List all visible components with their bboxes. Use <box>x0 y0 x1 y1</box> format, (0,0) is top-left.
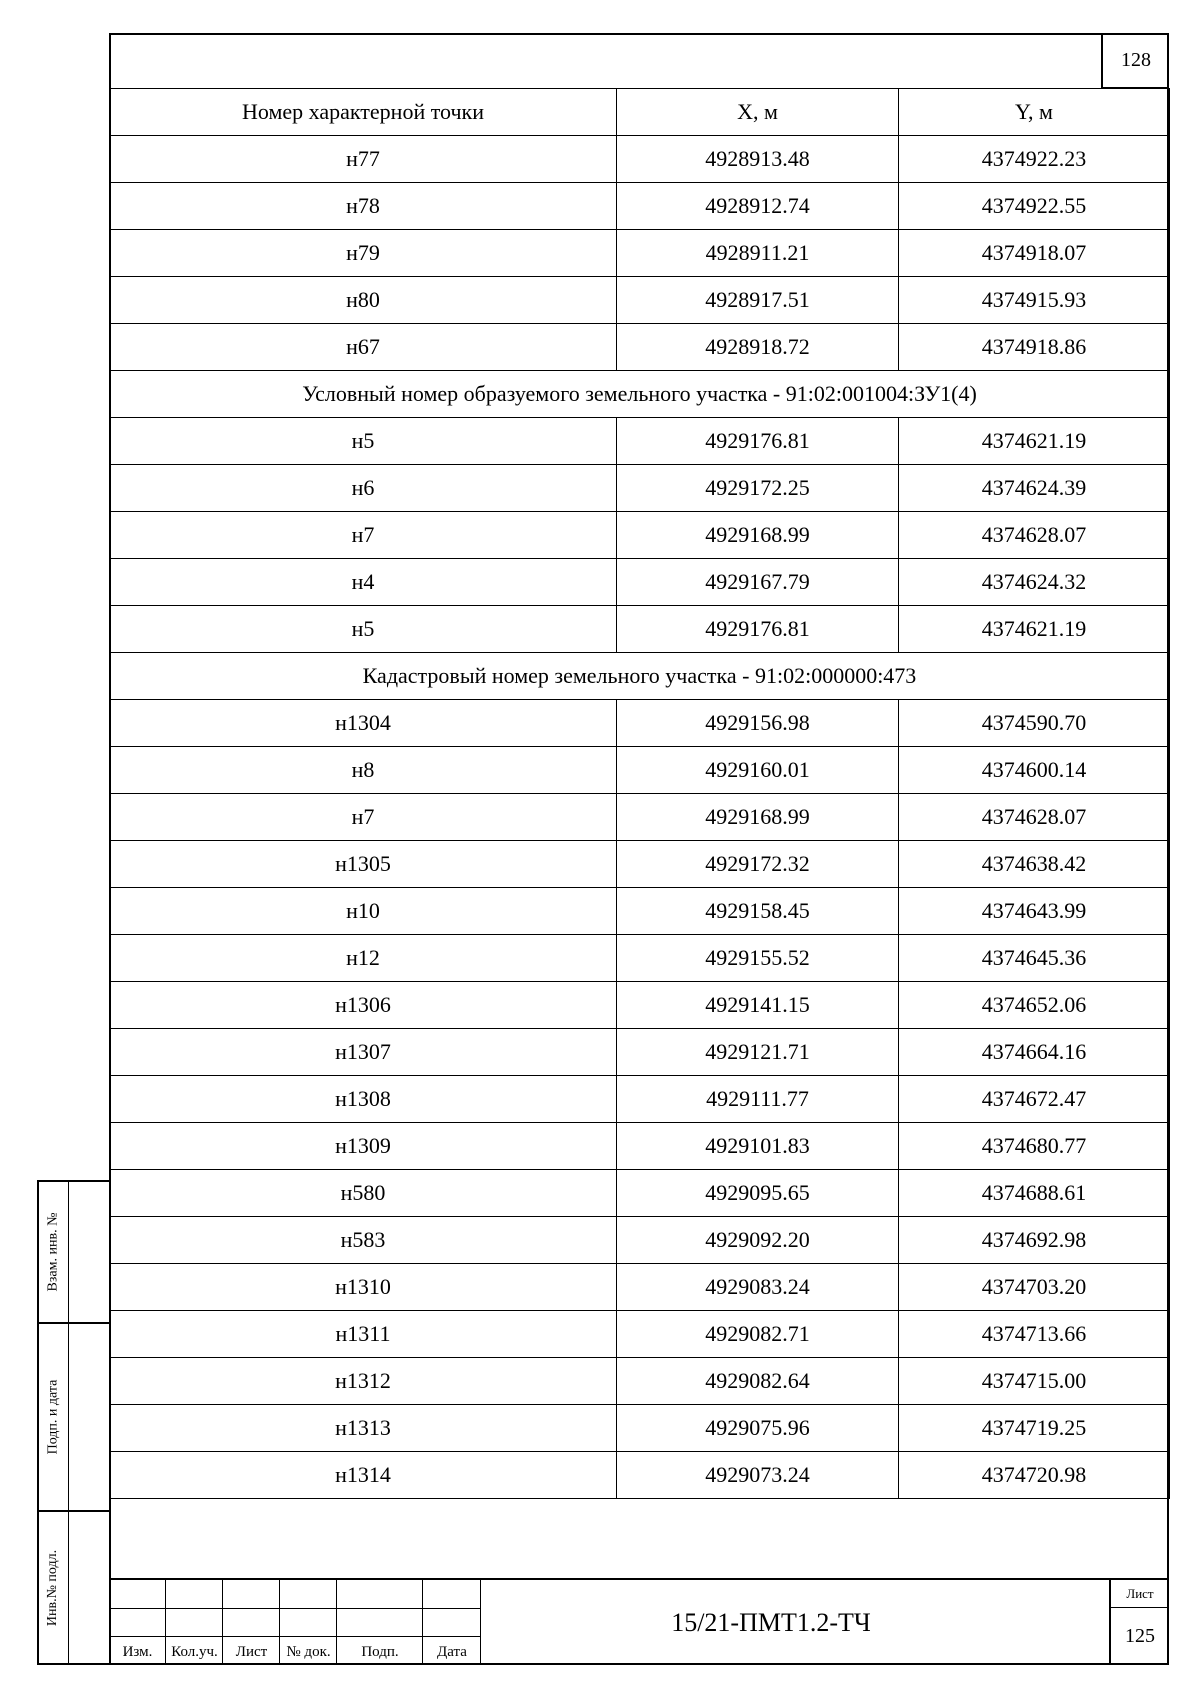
x-cell: 4929168.99 <box>617 794 899 841</box>
section-row <box>110 371 1170 418</box>
y-cell: 4374621.19 <box>899 606 1170 653</box>
point-number-cell: н80 <box>110 277 617 324</box>
x-cell: 4929101.83 <box>617 1123 899 1170</box>
table-row <box>110 1264 1170 1311</box>
document-code: 15/21-ПМТ1.2-ТЧ <box>671 1607 871 1637</box>
point-number-cell: н5 <box>110 606 617 653</box>
page-number: 128 <box>1101 33 1169 89</box>
table-row <box>110 1452 1170 1499</box>
y-cell: 4374600.14 <box>899 747 1170 794</box>
side-label-inv: Инв.№ подл. <box>45 1549 61 1626</box>
table-row <box>110 1358 1170 1405</box>
x-cell: 4928912.74 <box>617 183 899 230</box>
header-y: Y, м <box>899 89 1170 136</box>
sheet-number: 125 <box>1125 1625 1155 1647</box>
x-cell: 4929168.99 <box>617 512 899 559</box>
y-cell: 4374638.42 <box>899 841 1170 888</box>
col-label-kol-uch: Кол.уч. <box>171 1644 218 1660</box>
header-point-number: Номер характерной точки <box>110 89 617 136</box>
point-number-cell: н580 <box>110 1170 617 1217</box>
side-row-inv <box>39 1512 109 1663</box>
sheet-box <box>1109 1580 1167 1665</box>
x-cell: 4928918.72 <box>617 324 899 371</box>
table-row <box>110 1123 1170 1170</box>
point-number-cell: н1308 <box>110 1076 617 1123</box>
x-cell: 4929082.64 <box>617 1358 899 1405</box>
table-row <box>110 935 1170 982</box>
point-number-cell: н1314 <box>110 1452 617 1499</box>
x-cell: 4929082.71 <box>617 1311 899 1358</box>
x-cell: 4928911.21 <box>617 230 899 277</box>
side-stamp <box>37 1180 109 1665</box>
table-row <box>110 136 1170 183</box>
point-number-cell: н12 <box>110 935 617 982</box>
table-row <box>110 1311 1170 1358</box>
y-cell: 4374664.16 <box>899 1029 1170 1076</box>
col-label-data: Дата <box>437 1644 467 1660</box>
table-row <box>110 1029 1170 1076</box>
x-cell: 4929176.81 <box>617 418 899 465</box>
x-cell: 4929121.71 <box>617 1029 899 1076</box>
table-row <box>110 324 1170 371</box>
point-number-cell: н79 <box>110 230 617 277</box>
point-number-cell: н1305 <box>110 841 617 888</box>
y-cell: 4374713.66 <box>899 1311 1170 1358</box>
x-cell: 4929155.52 <box>617 935 899 982</box>
y-cell: 4374628.07 <box>899 794 1170 841</box>
table-row <box>110 418 1170 465</box>
col-label-doc-no: № док. <box>286 1644 331 1660</box>
point-number-cell: н1310 <box>110 1264 617 1311</box>
table-row <box>110 230 1170 277</box>
table-row <box>110 512 1170 559</box>
table-row <box>110 1217 1170 1264</box>
table-row <box>110 277 1170 324</box>
coordinates-table <box>109 88 1170 1499</box>
y-cell: 4374643.99 <box>899 888 1170 935</box>
x-cell: 4929158.45 <box>617 888 899 935</box>
x-cell: 4929172.32 <box>617 841 899 888</box>
y-cell: 4374703.20 <box>899 1264 1170 1311</box>
table-row <box>110 1076 1170 1123</box>
point-number-cell: н10 <box>110 888 617 935</box>
y-cell: 4374922.55 <box>899 183 1170 230</box>
x-cell: 4928917.51 <box>617 277 899 324</box>
y-cell: 4374688.61 <box>899 1170 1170 1217</box>
table-row <box>110 841 1170 888</box>
table-row <box>110 794 1170 841</box>
x-cell: 4929111.77 <box>617 1076 899 1123</box>
side-label-vzam: Взам. инв. № <box>45 1212 61 1292</box>
point-number-cell: н5 <box>110 418 617 465</box>
x-cell: 4929092.20 <box>617 1217 899 1264</box>
y-cell: 4374692.98 <box>899 1217 1170 1264</box>
x-cell: 4929156.98 <box>617 700 899 747</box>
x-cell: 4929167.79 <box>617 559 899 606</box>
y-cell: 4374645.36 <box>899 935 1170 982</box>
point-number-cell: н1307 <box>110 1029 617 1076</box>
y-cell: 4374624.32 <box>899 559 1170 606</box>
table-row <box>110 982 1170 1029</box>
side-row-vzam <box>39 1182 109 1324</box>
point-number-cell: н8 <box>110 747 617 794</box>
x-cell: 4929095.65 <box>617 1170 899 1217</box>
table-header-row <box>110 89 1170 136</box>
point-number-cell: н7 <box>110 512 617 559</box>
point-number-cell: н583 <box>110 1217 617 1264</box>
y-cell: 4374652.06 <box>899 982 1170 1029</box>
col-label-list: Лист <box>235 1644 268 1660</box>
x-cell: 4929176.81 <box>617 606 899 653</box>
table-row <box>110 700 1170 747</box>
title-block <box>109 1578 1169 1665</box>
table-row <box>110 606 1170 653</box>
x-cell: 4929075.96 <box>617 1405 899 1452</box>
x-cell: 4929141.15 <box>617 982 899 1029</box>
point-number-cell: н7 <box>110 794 617 841</box>
col-label-izm: Изм. <box>122 1644 153 1660</box>
point-number-cell: н1312 <box>110 1358 617 1405</box>
point-number-cell: н6 <box>110 465 617 512</box>
point-number-cell: н67 <box>110 324 617 371</box>
y-cell: 4374715.00 <box>899 1358 1170 1405</box>
x-cell: 4929083.24 <box>617 1264 899 1311</box>
table-row <box>110 183 1170 230</box>
table-row <box>110 1170 1170 1217</box>
x-cell: 4928913.48 <box>617 136 899 183</box>
table-row <box>110 888 1170 935</box>
section-title-conditional-number: Условный номер образуемого земельного участка - 91:02:001004:ЗУ1(4) <box>110 371 1170 418</box>
y-cell: 4374621.19 <box>899 418 1170 465</box>
x-cell: 4929160.01 <box>617 747 899 794</box>
side-label-podp: Подп. и дата <box>45 1379 61 1455</box>
x-cell: 4929073.24 <box>617 1452 899 1499</box>
y-cell: 4374918.86 <box>899 324 1170 371</box>
section-row <box>110 653 1170 700</box>
revision-grid <box>109 1580 481 1665</box>
point-number-cell: н1313 <box>110 1405 617 1452</box>
y-cell: 4374918.07 <box>899 230 1170 277</box>
table-row <box>110 559 1170 606</box>
col-label-podp: Подп. <box>361 1644 399 1660</box>
table-row <box>110 747 1170 794</box>
point-number-cell: н77 <box>110 136 617 183</box>
table-row <box>110 465 1170 512</box>
y-cell: 4374590.70 <box>899 700 1170 747</box>
point-number-cell: н1304 <box>110 700 617 747</box>
y-cell: 4374672.47 <box>899 1076 1170 1123</box>
header-x: X, м <box>617 89 899 136</box>
y-cell: 4374922.23 <box>899 136 1170 183</box>
y-cell: 4374915.93 <box>899 277 1170 324</box>
y-cell: 4374719.25 <box>899 1405 1170 1452</box>
y-cell: 4374720.98 <box>899 1452 1170 1499</box>
point-number-cell: н1311 <box>110 1311 617 1358</box>
sheet-label: Лист <box>1111 1580 1169 1608</box>
section-title-cadastral-number: Кадастровый номер земельного участка - 91:02:000000:473 <box>110 653 1170 700</box>
point-number-cell: н1306 <box>110 982 617 1029</box>
table-row <box>110 1405 1170 1452</box>
y-cell: 4374680.77 <box>899 1123 1170 1170</box>
y-cell: 4374628.07 <box>899 512 1170 559</box>
y-cell: 4374624.39 <box>899 465 1170 512</box>
side-row-podp <box>39 1324 109 1512</box>
point-number-cell: н78 <box>110 183 617 230</box>
point-number-cell: н4 <box>110 559 617 606</box>
x-cell: 4929172.25 <box>617 465 899 512</box>
point-number-cell: н1309 <box>110 1123 617 1170</box>
